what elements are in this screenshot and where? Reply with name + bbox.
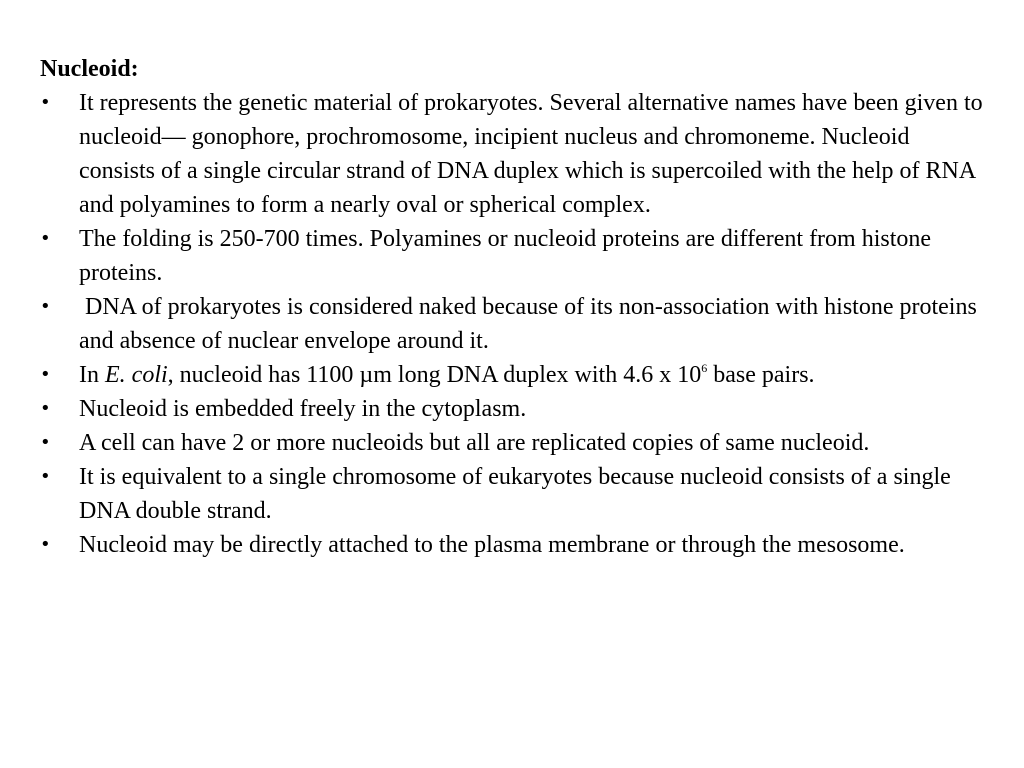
bullet-text: Nucleoid is embedded freely in the cytoplasm. [79, 396, 527, 422]
bullet-icon: • [40, 432, 51, 453]
bullet-text [79, 362, 815, 388]
bullet-icon: • [40, 466, 51, 487]
bullet-text: It is equivalent to a single chromosome of eukaryotes because nucleoid consists of a single DNA double strand. [79, 464, 951, 524]
bullet-icon: • [40, 228, 51, 249]
exponent: 6 [701, 361, 708, 375]
slide-content [40, 52, 990, 562]
bullet-icon: • [40, 296, 51, 317]
bullet-item [40, 528, 990, 562]
bullet-item [40, 222, 990, 290]
bullet-text: The folding is 250-700 times. Polyamines or nucleoid proteins are different from histone proteins. [79, 226, 932, 286]
bullet-icon: • [40, 534, 51, 555]
bullet-text-suffix: base pairs. [707, 362, 815, 388]
bullet-item [40, 358, 990, 392]
slide-heading: Nucleoid: [40, 56, 139, 82]
bullet-text: It represents the genetic material of prokaryotes. Several alternative names have been given to nucleoid— gonophore, prochromosome, incipient nucleus and chromoneme. Nucleoid consists of a single circular strand of DNA duplex which is supercoiled with the help of RNA and polyamines to form a nearly oval or spherical complex. [79, 90, 983, 218]
bullet-text: DNA of prokaryotes is considered naked because of its non-association with histone proteins and absence of nuclear envelope around it. [79, 294, 983, 354]
bullet-item [40, 86, 990, 222]
bullet-icon: • [40, 92, 51, 113]
bullet-icon: • [40, 398, 51, 419]
species-name: E. coli [105, 362, 168, 388]
bullet-text: Nucleoid may be directly attached to the plasma membrane or through the mesosome. [79, 532, 905, 558]
bullet-list [40, 86, 990, 562]
bullet-icon: • [40, 364, 51, 385]
bullet-item [40, 290, 990, 358]
bullet-item [40, 392, 990, 426]
bullet-text-prefix: In [79, 362, 105, 388]
bullet-text: A cell can have 2 or more nucleoids but all are replicated copies of same nucleoid. [79, 430, 870, 456]
bullet-item [40, 426, 990, 460]
bullet-text-middle: , nucleoid has 1100 µm long DNA duplex with 4.6 x 10 [167, 362, 702, 388]
bullet-item [40, 460, 990, 528]
